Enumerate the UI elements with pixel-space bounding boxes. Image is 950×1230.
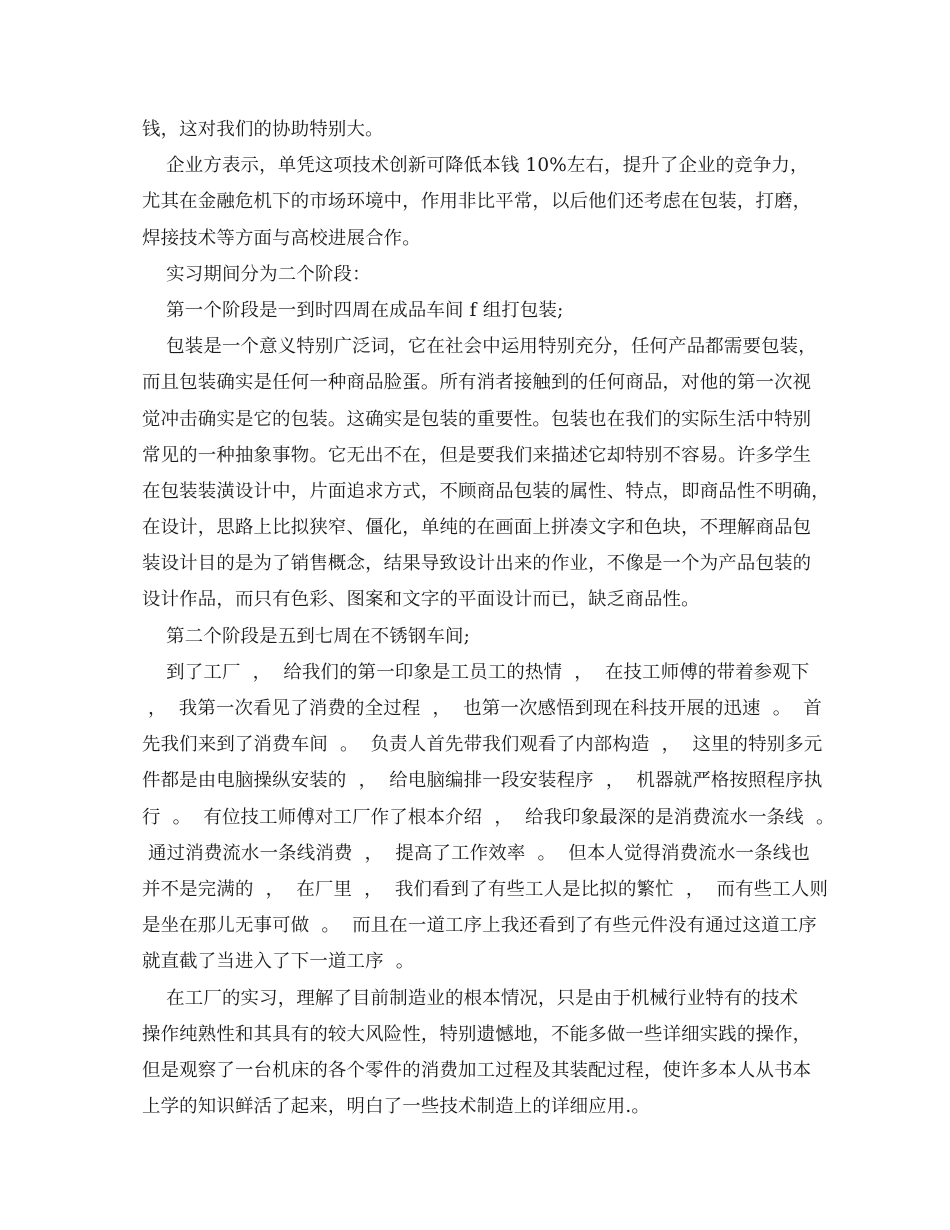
text-line: 通过消费流水一条线消费 ， 提高了工作效率 。 但本人觉得消费流水一条线也 xyxy=(142,842,810,864)
text-line: 到了工厂 ， 给我们的第一印象是工员工的热情 ， 在技工师傅的带着参观下 xyxy=(142,661,810,683)
text-line: 尤其在金融危机下的市场环境中，作用非比平常，以后他们还考虑在包装，打磨， xyxy=(142,191,812,213)
text-line: 企业方表示，单凭这项技术创新可降低本钱 10%左右，提升了企业的竞争力， xyxy=(142,155,809,177)
text-line: 装设计目的是为了销售概念，结果导致设计出来的作业，不像是一个为产品包装的 xyxy=(142,553,812,575)
text-line: 焊接技术等方面与高校进展合作。 xyxy=(142,227,421,249)
text-line: 而且包装确实是任何一种商品脸蛋。所有消者接触到的任何商品，对他的第一次视 xyxy=(142,372,812,394)
text-line: 实习期间分为二个阶段： xyxy=(142,263,371,285)
text-line: 并不是完满的 ， 在厂里 ， 我们看到了有些工人是比拟的繁忙 ， 而有些工人则 xyxy=(142,878,829,900)
text-line: 在设计，思路上比拟狭窄、僵化，单纯的在画面上拼凑文字和色块，不理解商品包 xyxy=(142,517,812,539)
text-line: 操作纯熟性和其具有的较大风险性，特别遗憾地，不能多做一些详细实践的操作， xyxy=(142,1023,812,1045)
text-line: 就直截了当进入了下一道工序 。 xyxy=(142,951,415,973)
text-line: 觉冲击确实是它的包装。这确实是包装的重要性。包装也在我们的实际生活中特别 xyxy=(142,408,812,430)
text-line: 包装是一个意义特别广泛词，它在社会中运用特别充分，任何产品都需要包装， xyxy=(142,336,817,358)
text-line: 行 。 有位技工师傅对工厂作了根本介绍 ， 给我印象最深的是消费流水一条线 。 xyxy=(142,806,835,828)
text-line: 上学的知识鲜活了起来，明白了一些技术制造上的详细应用.。 xyxy=(142,1096,650,1118)
text-line: 在工厂的实习，理解了目前制造业的根本情况，只是由于机械行业特有的技术 xyxy=(142,987,799,1009)
text-line: 但是观察了一台机床的各个零件的消费加工过程及其装配过程，使许多本人从书本 xyxy=(142,1059,812,1081)
text-line: 钱，这对我们的协助特别大。 xyxy=(142,119,384,140)
text-line: 在包装装潢设计中，片面追求方式，不顾商品包装的属性、特点，即商品性不明确， xyxy=(142,480,830,502)
text-line: 件都是由电脑操纵安装的 ， 给电脑编排一段安装程序 ， 机器就严格按照程序执 xyxy=(142,770,823,792)
text-line: 第一个阶段是一到时四周在成品车间 f 组打包装; xyxy=(142,299,564,321)
text-line: ， 我第一次看见了消费的全过程 ， 也第一次感悟到现在科技开展的迅速 。 首 xyxy=(142,698,822,719)
document-body xyxy=(142,112,835,1125)
text-line: 是坐在那儿无事可做 。 而且在一道工序上我还看到了有些元件没有通过这道工序 xyxy=(142,915,817,937)
text-line: 第二个阶段是五到七周在不锈钢车间; xyxy=(142,625,471,647)
text-line: 设计作品，而只有色彩、图案和文字的平面设计而已，缺乏商品性。 xyxy=(142,589,700,611)
text-line: 常见的一种抽象事物。它无出不在，但是要我们来描述它却特别不容易。许多学生 xyxy=(142,444,812,466)
text-line: 先我们来到了消费车间 。 负责人首先带我们观看了内部构造 ， 这里的特别多元 xyxy=(142,734,823,756)
